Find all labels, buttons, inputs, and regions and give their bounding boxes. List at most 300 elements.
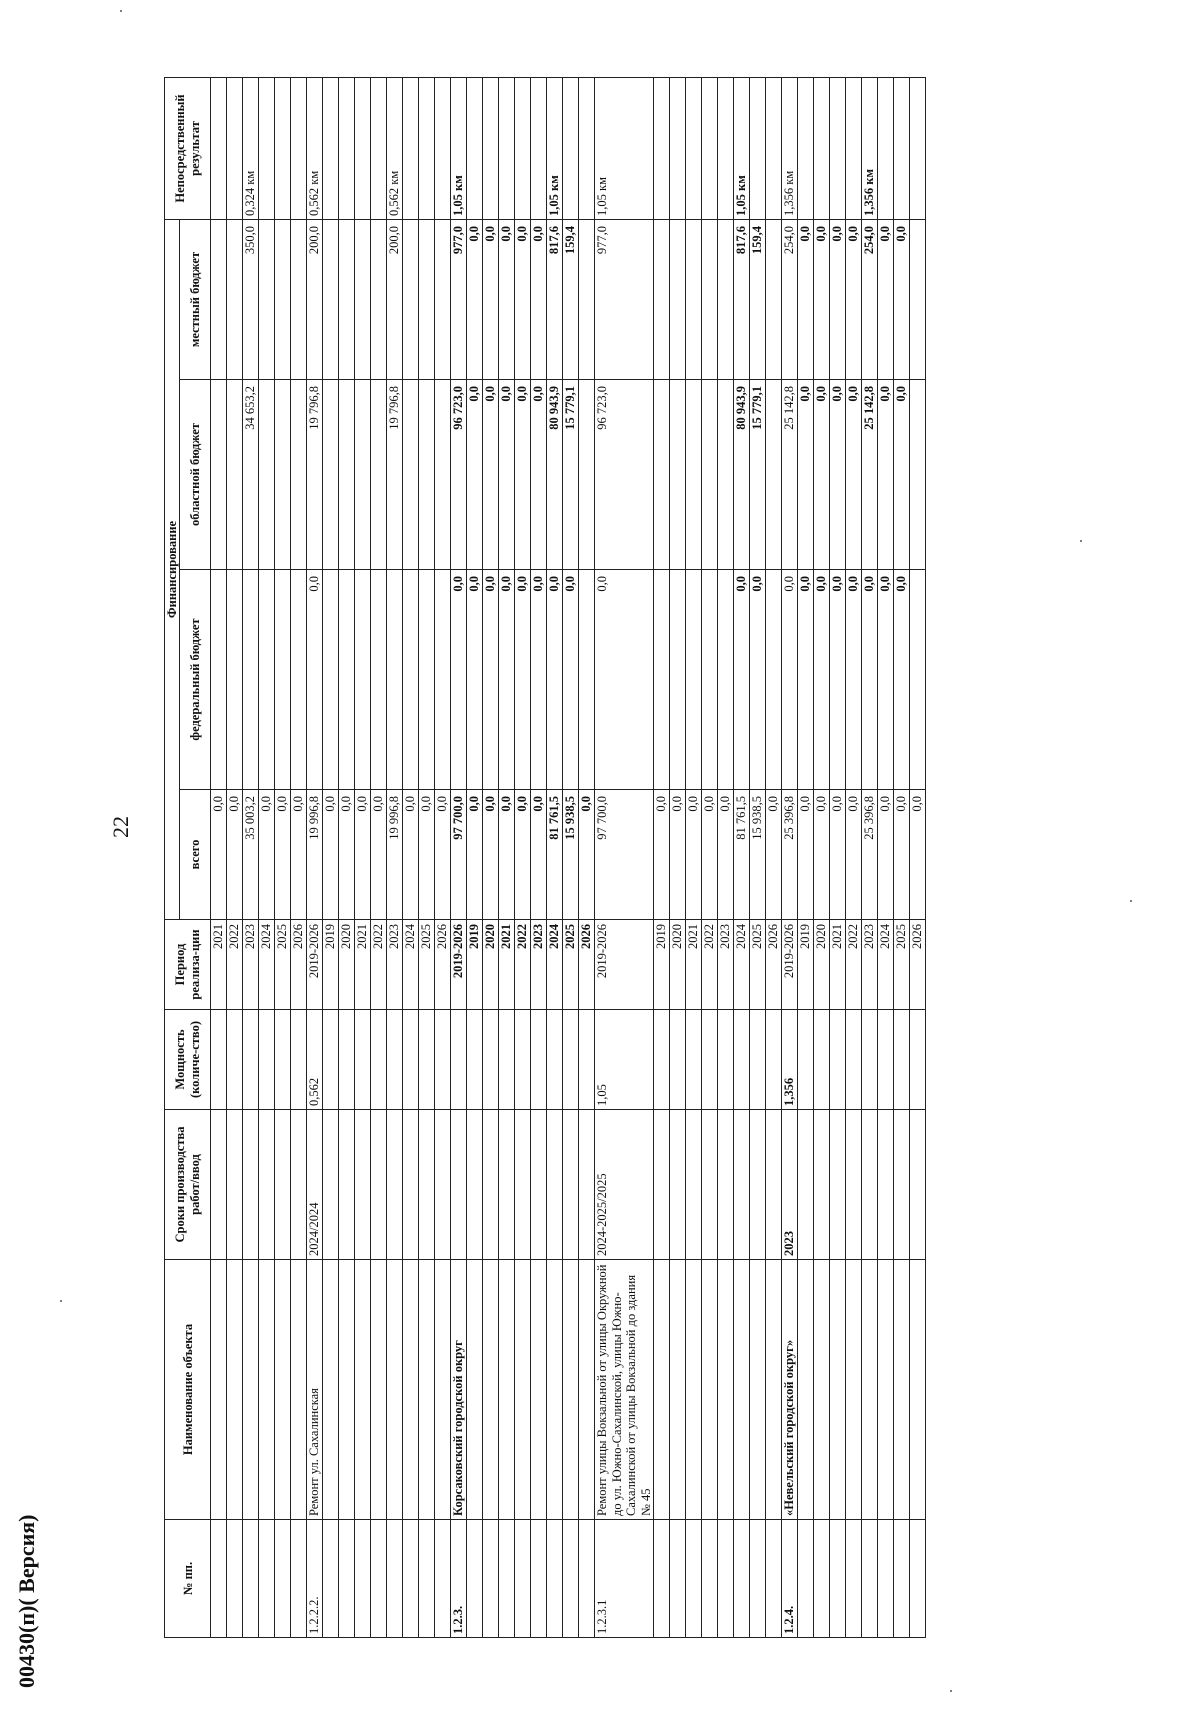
cell-local [419,220,435,380]
cell-num [211,1520,227,1638]
table-row [403,78,419,1638]
cell-terms: 2024-2025/2025 [595,1110,654,1260]
cell-period: 2022 [227,920,243,1010]
cell-local [685,220,701,380]
cell-local [275,220,291,380]
cell-name [275,1260,291,1520]
cell-federal [355,570,371,790]
cell-period: 2019 [467,920,483,1010]
cell-federal: 0,0 [893,570,909,790]
cell-num [467,1520,483,1638]
cell-power [451,1010,467,1110]
table-row [387,78,403,1638]
cell-num: 1.2.4. [781,1520,797,1638]
table-row [419,78,435,1638]
cell-period: 2021 [211,920,227,1010]
cell-terms [765,1110,781,1260]
cell-regional [653,380,669,570]
cell-local: 0,0 [531,220,547,380]
cell-regional [227,380,243,570]
cell-num: 1.2.3.1 [595,1520,654,1638]
cell-local: 159,4 [749,220,765,380]
cell-result [403,78,419,220]
cell-federal: 0,0 [563,570,579,790]
cell-regional: 0,0 [813,380,829,570]
cell-total: 0,0 [227,790,243,920]
cell-total: 0,0 [355,790,371,920]
cell-federal [717,570,733,790]
cell-local: 0,0 [499,220,515,380]
cell-terms [259,1110,275,1260]
table-row [845,78,861,1638]
table-row [291,78,307,1638]
header-name: Наименование объекта [165,1260,211,1520]
cell-result [259,78,275,220]
cell-regional: 19 796,8 [387,380,403,570]
cell-federal: 0,0 [595,570,654,790]
cell-total: 0,0 [499,790,515,920]
cell-result [531,78,547,220]
cell-power [749,1010,765,1110]
cell-terms [371,1110,387,1260]
cell-total: 0,0 [435,790,451,920]
cell-num [829,1520,845,1638]
cell-local: 0,0 [829,220,845,380]
cell-power [467,1010,483,1110]
cell-local [227,220,243,380]
cell-period: 2026 [765,920,781,1010]
cell-federal [211,570,227,790]
cell-result: 0,562 км [307,78,323,220]
cell-terms [579,1110,595,1260]
cell-period: 2022 [515,920,531,1010]
cell-federal: 0,0 [829,570,845,790]
cell-total: 0,0 [259,790,275,920]
cell-federal: 0,0 [547,570,563,790]
cell-period: 2025 [419,920,435,1010]
cell-result [685,78,701,220]
cell-name [483,1260,499,1520]
cell-result: 1,05 км [547,78,563,220]
table-body [211,78,926,1638]
cell-federal [227,570,243,790]
cell-terms [227,1110,243,1260]
cell-name [861,1260,877,1520]
cell-regional: 15 779,1 [749,380,765,570]
cell-name: «Невельский городской округ» [781,1260,797,1520]
cell-local [339,220,355,380]
table-row [909,78,925,1638]
cell-terms [339,1110,355,1260]
cell-total: 35 003,2 [243,790,259,920]
cell-power [797,1010,813,1110]
cell-power [483,1010,499,1110]
cell-num [749,1520,765,1638]
cell-local [435,220,451,380]
cell-period: 2019-2026 [595,920,654,1010]
cell-period: 2019 [323,920,339,1010]
table-row [467,78,483,1638]
cell-power [685,1010,701,1110]
cell-power: 0,562 [307,1010,323,1110]
cell-num [499,1520,515,1638]
cell-local [579,220,595,380]
cell-terms [451,1110,467,1260]
table-row [307,78,323,1638]
cell-result [563,78,579,220]
cell-num [877,1520,893,1638]
cell-num [531,1520,547,1638]
cell-federal: 0,0 [467,570,483,790]
cell-period: 2019 [797,920,813,1010]
cell-local [909,220,925,380]
table-row [749,78,765,1638]
cell-total: 15 938,5 [563,790,579,920]
cell-local: 0,0 [515,220,531,380]
cell-result [275,78,291,220]
cell-terms [669,1110,685,1260]
header-total: всего [180,790,211,920]
cell-terms [909,1110,925,1260]
cell-federal: 0,0 [861,570,877,790]
cell-period: 2024 [733,920,749,1010]
financing-table-container [164,78,1038,1638]
cell-power [845,1010,861,1110]
cell-regional [275,380,291,570]
cell-name [339,1260,355,1520]
cell-regional [579,380,595,570]
cell-regional [211,380,227,570]
cell-local: 0,0 [467,220,483,380]
cell-num [563,1520,579,1638]
cell-local [371,220,387,380]
cell-terms: 2023 [781,1110,797,1260]
cell-federal: 0,0 [531,570,547,790]
cell-num [893,1520,909,1638]
cell-power [403,1010,419,1110]
cell-result [893,78,909,220]
cell-name: Корсаковский городской округ [451,1260,467,1520]
cell-federal [435,570,451,790]
table-row [435,78,451,1638]
cell-terms [419,1110,435,1260]
cell-period: 2024 [547,920,563,1010]
cell-federal [765,570,781,790]
table-row [877,78,893,1638]
cell-regional [371,380,387,570]
cell-terms [547,1110,563,1260]
cell-terms [701,1110,717,1260]
table-row [563,78,579,1638]
cell-power: 1,356 [781,1010,797,1110]
cell-local [323,220,339,380]
cell-result [669,78,685,220]
cell-period: 2020 [813,920,829,1010]
cell-terms [749,1110,765,1260]
cell-name [371,1260,387,1520]
cell-federal [701,570,717,790]
cell-period: 2019-2026 [781,920,797,1010]
cell-num [653,1520,669,1638]
cell-num [861,1520,877,1638]
table-row [733,78,749,1638]
cell-power [435,1010,451,1110]
cell-name [387,1260,403,1520]
cell-federal [259,570,275,790]
cell-name [797,1260,813,1520]
cell-name [653,1260,669,1520]
cell-local [259,220,275,380]
cell-result [227,78,243,220]
cell-terms [355,1110,371,1260]
cell-regional [701,380,717,570]
cell-num [701,1520,717,1638]
cell-total: 0,0 [813,790,829,920]
cell-regional: 0,0 [483,380,499,570]
cell-regional: 0,0 [499,380,515,570]
cell-power [563,1010,579,1110]
cell-total: 0,0 [829,790,845,920]
cell-federal [653,570,669,790]
table-row [451,78,467,1638]
cell-name [749,1260,765,1520]
cell-name [563,1260,579,1520]
cell-total: 15 938,5 [749,790,765,920]
cell-name [845,1260,861,1520]
cell-period: 2019-2026 [451,920,467,1010]
cell-result [829,78,845,220]
cell-local [669,220,685,380]
cell-power [355,1010,371,1110]
cell-total: 0,0 [531,790,547,920]
header-period: Период реализа-ции [165,920,211,1010]
cell-regional [339,380,355,570]
table-row [781,78,797,1638]
cell-result [845,78,861,220]
header-result: Непосредственный результат [165,78,211,220]
cell-name [909,1260,925,1520]
cell-regional: 25 142,8 [781,380,797,570]
cell-result [749,78,765,220]
cell-num [403,1520,419,1638]
cell-local: 977,0 [451,220,467,380]
header-power: Мощность (количе-ство) [165,1010,211,1110]
cell-local: 350,0 [243,220,259,380]
cell-result: 0,562 км [387,78,403,220]
cell-federal [419,570,435,790]
cell-result: 1,05 км [595,78,654,220]
cell-regional [909,380,925,570]
cell-period: 2021 [355,920,371,1010]
cell-federal: 0,0 [845,570,861,790]
cell-num [371,1520,387,1638]
cell-total: 0,0 [669,790,685,920]
cell-num [733,1520,749,1638]
scan-speck [950,1690,952,1692]
cell-power [371,1010,387,1110]
cell-total: 25 396,8 [781,790,797,920]
cell-period: 2023 [717,920,733,1010]
cell-period: 2024 [403,920,419,1010]
cell-regional: 96 723,0 [595,380,654,570]
cell-federal [371,570,387,790]
cell-power [877,1010,893,1110]
cell-name [547,1260,563,1520]
table-row [323,78,339,1638]
cell-result [467,78,483,220]
cell-regional: 80 943,9 [733,380,749,570]
cell-local [701,220,717,380]
cell-result [371,78,387,220]
cell-terms [531,1110,547,1260]
cell-name [243,1260,259,1520]
cell-terms [829,1110,845,1260]
cell-terms: 2024/2024 [307,1110,323,1260]
cell-result [483,78,499,220]
cell-period: 2019 [653,920,669,1010]
cell-total: 25 396,8 [861,790,877,920]
cell-local: 159,4 [563,220,579,380]
table-row [259,78,275,1638]
cell-period: 2023 [243,920,259,1010]
table-row [861,78,877,1638]
cell-result: 1,356 км [781,78,797,220]
cell-power [733,1010,749,1110]
cell-num [765,1520,781,1638]
cell-num [909,1520,925,1638]
cell-terms [435,1110,451,1260]
table-row [717,78,733,1638]
table-row [211,78,227,1638]
table-row [813,78,829,1638]
page-number: 22 [108,816,133,838]
cell-terms [243,1110,259,1260]
cell-num [291,1520,307,1638]
cell-regional [323,380,339,570]
table-row [685,78,701,1638]
cell-terms [563,1110,579,1260]
cell-result [579,78,595,220]
scan-speck [1130,900,1132,902]
cell-period: 2025 [563,920,579,1010]
cell-name [877,1260,893,1520]
header-num: № пп. [165,1520,211,1638]
table-row [547,78,563,1638]
cell-total: 0,0 [515,790,531,920]
cell-total: 19 996,8 [387,790,403,920]
cell-result [813,78,829,220]
cell-terms [685,1110,701,1260]
cell-federal [243,570,259,790]
table-row [355,78,371,1638]
cell-name [291,1260,307,1520]
cell-federal: 0,0 [451,570,467,790]
cell-power [499,1010,515,1110]
cell-name: Ремонт улицы Вокзальной от улицы Окружной до ул. Южно-Сахалинской, улицы Южно-Сахалинской от улицы Вокзальной до здания № 45 [595,1260,654,1520]
cell-regional: 0,0 [467,380,483,570]
table-row [275,78,291,1638]
cell-period: 2023 [387,920,403,1010]
cell-power [387,1010,403,1110]
cell-local: 0,0 [845,220,861,380]
cell-power [419,1010,435,1110]
cell-local: 0,0 [483,220,499,380]
cell-name [813,1260,829,1520]
cell-federal: 0,0 [781,570,797,790]
header-regional: областной бюджет [180,380,211,570]
cell-result: 1,05 км [733,78,749,220]
cell-total: 0,0 [371,790,387,920]
cell-federal: 0,0 [797,570,813,790]
cell-local [403,220,419,380]
cell-total: 0,0 [877,790,893,920]
cell-power: 1,05 [595,1010,654,1110]
table-row [483,78,499,1638]
cell-federal [909,570,925,790]
cell-total: 0,0 [339,790,355,920]
cell-name [733,1260,749,1520]
cell-terms [797,1110,813,1260]
cell-local [765,220,781,380]
cell-power [515,1010,531,1110]
cell-federal: 0,0 [483,570,499,790]
cell-federal [669,570,685,790]
cell-regional: 96 723,0 [451,380,467,570]
cell-period: 2022 [371,920,387,1010]
cell-total: 97 700,0 [595,790,654,920]
cell-name [669,1260,685,1520]
cell-regional: 80 943,9 [547,380,563,570]
table-row [653,78,669,1638]
cell-power [669,1010,685,1110]
cell-federal: 0,0 [877,570,893,790]
table-row [499,78,515,1638]
cell-local [717,220,733,380]
cell-name [211,1260,227,1520]
cell-total: 0,0 [467,790,483,920]
table-row [701,78,717,1638]
cell-period: 2022 [701,920,717,1010]
cell-period: 2021 [685,920,701,1010]
cell-result [515,78,531,220]
cell-period: 2020 [339,920,355,1010]
cell-period: 2026 [579,920,595,1010]
cell-name [893,1260,909,1520]
cell-num [547,1520,563,1638]
cell-period: 2025 [749,920,765,1010]
cell-result [339,78,355,220]
cell-terms [861,1110,877,1260]
cell-result [701,78,717,220]
cell-name [717,1260,733,1520]
table-row [829,78,845,1638]
table-row [669,78,685,1638]
cell-power [339,1010,355,1110]
cell-name [701,1260,717,1520]
cell-period: 2026 [291,920,307,1010]
cell-federal [387,570,403,790]
cell-total: 0,0 [909,790,925,920]
cell-regional [419,380,435,570]
cell-regional [685,380,701,570]
cell-name [531,1260,547,1520]
cell-federal: 0,0 [499,570,515,790]
cell-regional: 0,0 [877,380,893,570]
cell-terms [387,1110,403,1260]
header-financing: Финансирование [165,220,180,920]
cell-name [467,1260,483,1520]
cell-local: 200,0 [387,220,403,380]
